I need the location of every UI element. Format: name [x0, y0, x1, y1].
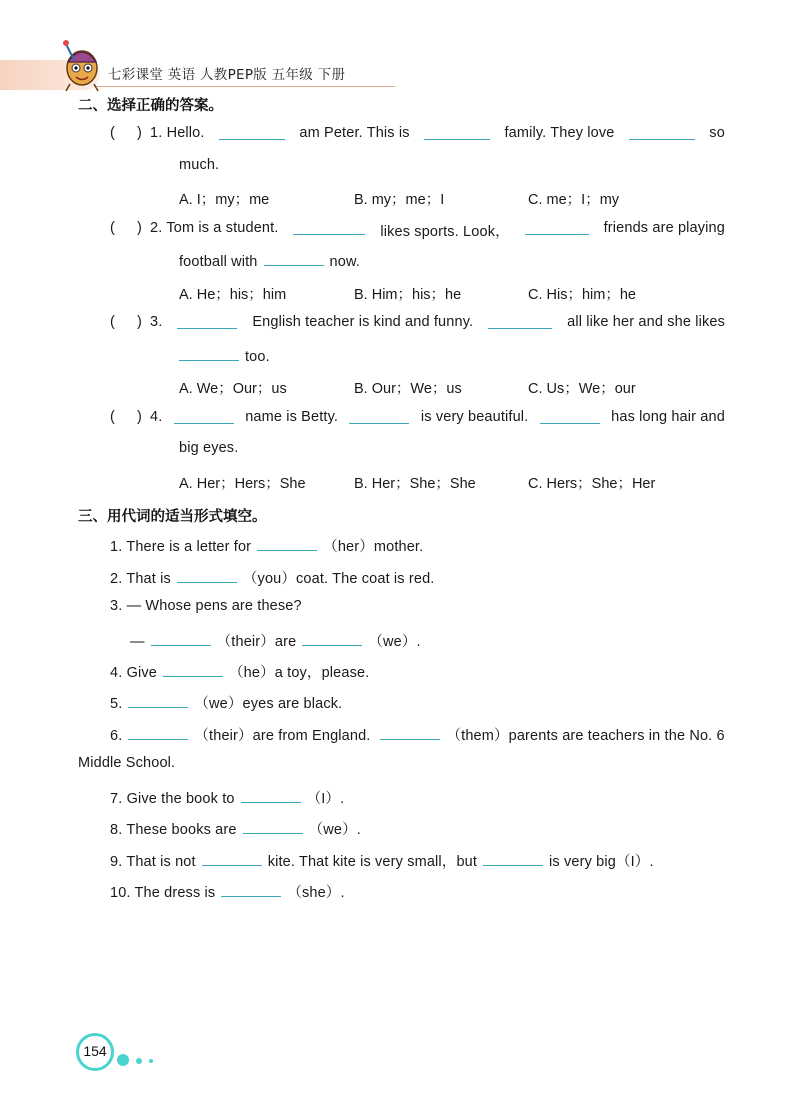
question-1-line-2: much. [179, 157, 220, 173]
fill-item-8: 8. These books are （we）. [110, 818, 361, 839]
fill-item-10: 10. The dress is （she）. [110, 881, 345, 902]
option-a: A. I；my；me [179, 192, 270, 208]
header-title: 七彩课堂 英语 人教PEP版 五年级 下册 [108, 67, 346, 83]
answer-paren[interactable]: ( ) [110, 220, 142, 236]
fill-item-9: 9. That is not kite. That kite is very small，but is very big（I）. [110, 850, 654, 871]
question-2-line-2: football with now. [179, 251, 360, 270]
answer-blank[interactable] [243, 819, 303, 834]
option-b: B. my；me；I [354, 192, 445, 208]
header-rule [95, 86, 395, 87]
option-c: C. Hers；She；Her [528, 476, 656, 492]
fill-item-3-reply: — （their）are （we）. [130, 630, 421, 651]
question-2-line-1: 2. Tom is a student. likes sports. Look， friends are playing [150, 220, 725, 240]
option-b: B. Our；We；us [354, 381, 462, 397]
answer-blank[interactable] [128, 693, 188, 708]
answer-blank[interactable] [179, 346, 239, 361]
answer-blank[interactable] [483, 851, 543, 866]
section-title: 三、用代词的适当形式填空。 [78, 509, 267, 525]
fill-item-7: 7. Give the book to （I）. [110, 787, 344, 808]
fill-item-3: 3. — Whose pens are these? [110, 598, 302, 614]
answer-blank[interactable] [293, 220, 365, 235]
decor-dot-icon [136, 1058, 142, 1064]
answer-blank[interactable] [221, 882, 281, 897]
answer-blank[interactable] [629, 125, 695, 140]
option-c: C. Us；We；our [528, 381, 636, 397]
fill-item-4: 4. Give （he）a toy，please. [110, 661, 369, 682]
answer-blank[interactable] [264, 251, 324, 266]
answer-blank[interactable] [488, 314, 552, 329]
option-b: B. Her；She；She [354, 476, 476, 492]
fill-item-6: 6. （their）are from England. （them）parents are teachers in the No. 6 [110, 724, 725, 745]
answer-blank[interactable] [151, 631, 211, 646]
fill-item-5: 5. （we）eyes are black. [110, 692, 342, 713]
mascot-icon [56, 36, 108, 92]
option-a: A. He；his；him [179, 287, 287, 303]
option-b: B. Him；his；he [354, 287, 462, 303]
answer-blank[interactable] [380, 725, 440, 740]
option-a: A. We；Our；us [179, 381, 287, 397]
section-title: 二、选择正确的答案。 [78, 98, 223, 114]
answer-blank[interactable] [202, 851, 262, 866]
answer-blank[interactable] [241, 788, 301, 803]
question-1-line-1: 1. Hello. am Peter. This is family. They love so [150, 125, 725, 141]
answer-blank[interactable] [174, 409, 234, 424]
answer-blank[interactable] [128, 725, 188, 740]
question-4-line-2: big eyes. [179, 440, 239, 456]
fill-item-1: 1. There is a letter for （her）mother. [110, 535, 423, 556]
answer-blank[interactable] [525, 220, 589, 235]
page-number: 154 [76, 1033, 114, 1071]
answer-blank[interactable] [177, 568, 237, 583]
answer-blank[interactable] [424, 125, 490, 140]
answer-blank[interactable] [177, 314, 237, 329]
question-4-line-1: 4. name is Betty. is very beautiful. has long hair and [150, 409, 725, 425]
answer-blank[interactable] [163, 662, 223, 677]
fill-item-6-line-2: Middle School. [78, 755, 176, 771]
answer-blank[interactable] [540, 409, 600, 424]
option-c: C. me；I；my [528, 192, 620, 208]
decor-dot-icon [149, 1059, 153, 1063]
decor-dot-icon [117, 1054, 129, 1066]
question-3-line-2: too. [179, 346, 270, 365]
question-3-line-1: 3. English teacher is kind and funny. all like her and she likes [150, 314, 725, 330]
answer-blank[interactable] [257, 536, 317, 551]
answer-paren[interactable]: ( ) [110, 409, 142, 425]
answer-paren[interactable]: ( ) [110, 125, 142, 141]
answer-paren[interactable]: ( ) [110, 314, 142, 330]
option-c: C. His；him；he [528, 287, 636, 303]
answer-blank[interactable] [302, 631, 362, 646]
answer-blank[interactable] [349, 409, 409, 424]
fill-item-2: 2. That is （you）coat. The coat is red. [110, 567, 434, 588]
answer-blank[interactable] [219, 125, 285, 140]
option-a: A. Her；Hers；She [179, 476, 306, 492]
